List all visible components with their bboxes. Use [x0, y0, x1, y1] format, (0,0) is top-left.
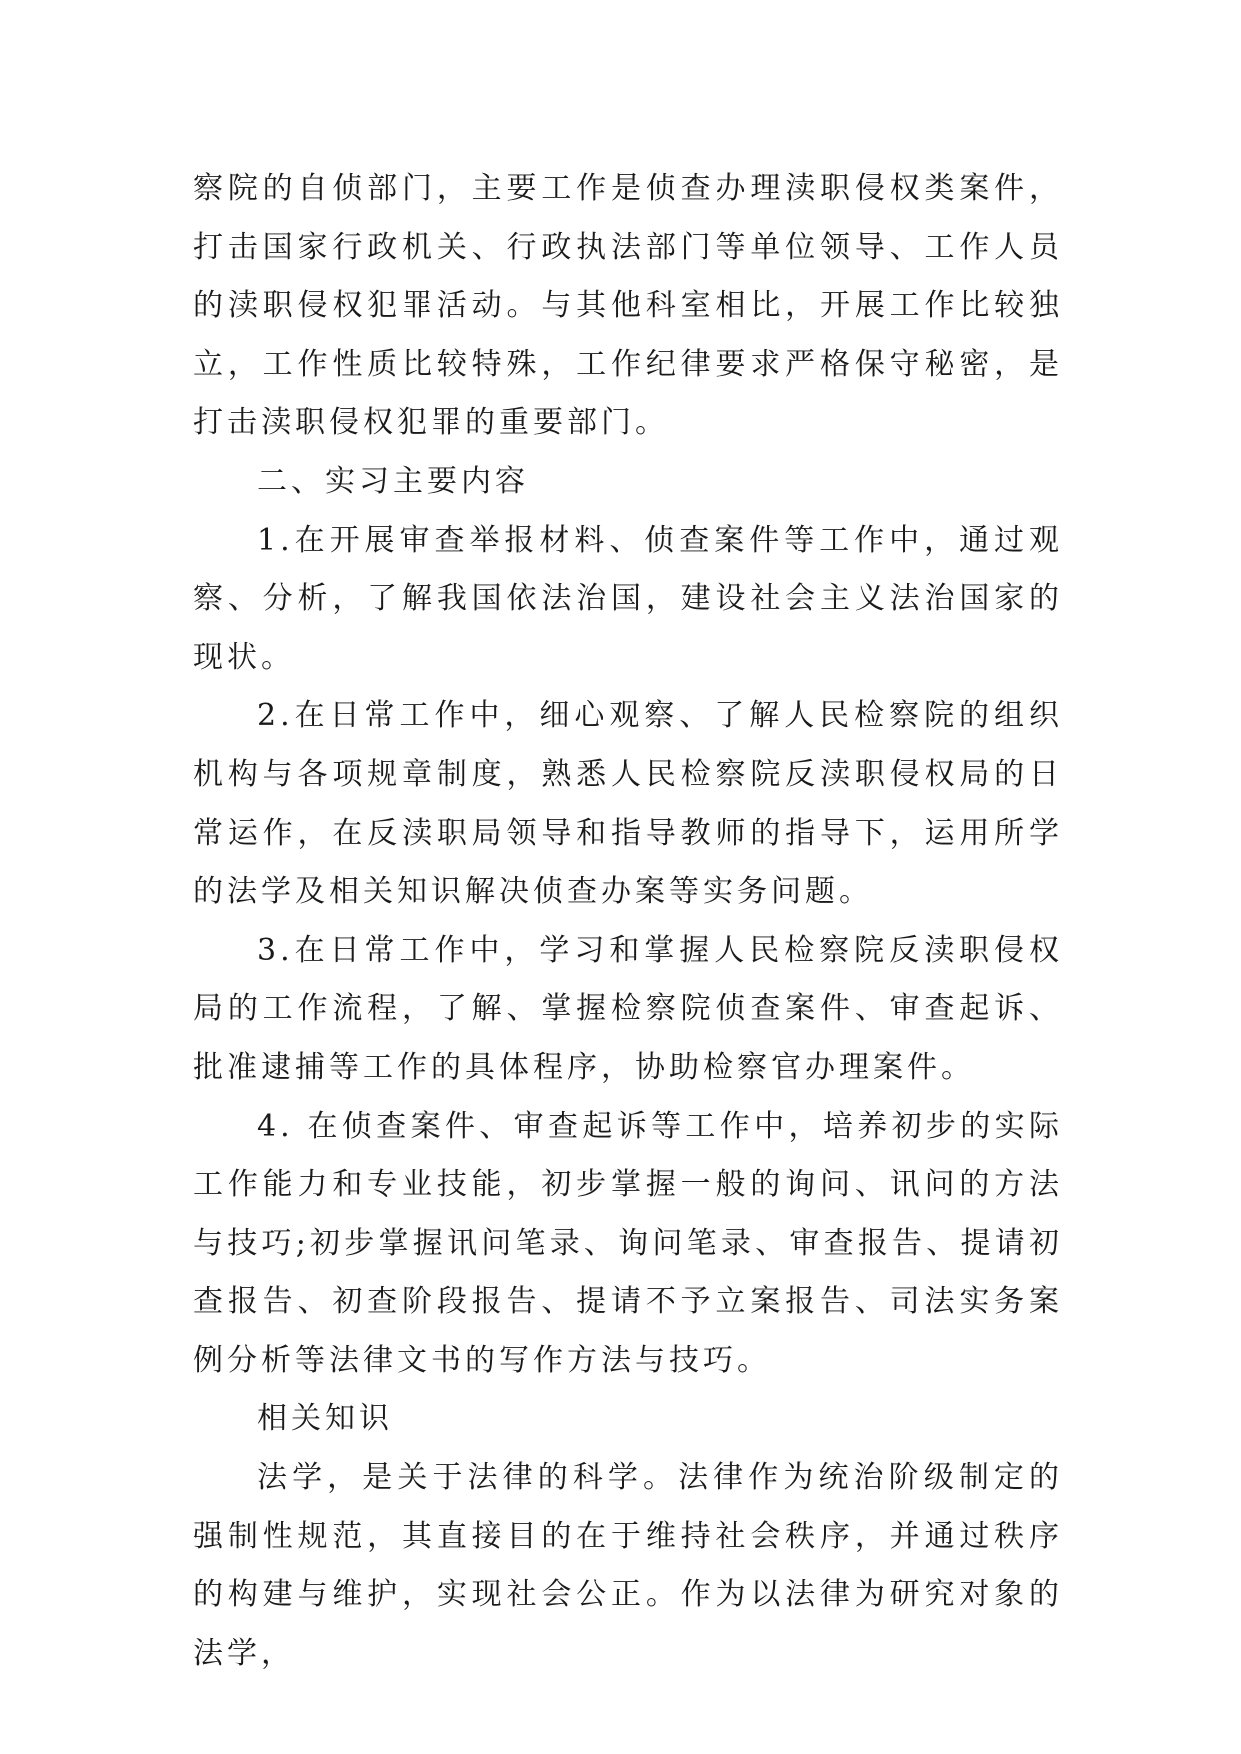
- list-item-2: 2.在日常工作中，细心观察、了解人民检察院的组织机构与各项规章制度，熟悉人民检察院反渎职侵权局的日常运作，在反渎职局领导和指导教师的指导下，运用所学的法学及相关知识解决侦查办案等实务问题。: [193, 698, 1063, 910]
- section-heading-related-knowledge: 相关知识: [257, 1401, 393, 1437]
- document-body: [193, 160, 1063, 1683]
- list-item-3: 3.在日常工作中，学习和掌握人民检察院反渎职侵权局的工作流程，了解、掌握检察院侦查案件、审查起诉、批准逮捕等工作的具体程序，协助检察官办理案件。: [193, 932, 1063, 1085]
- paragraph-law-definition: 法学，是关于法律的科学。法律作为统治阶级制定的强制性规范，其直接目的在于维持社会秩序，并通过秩序的构建与维护，实现社会公正。作为以法律为研究对象的法学，: [193, 1460, 1063, 1671]
- list-item-1: 1.在开展审查举报材料、侦查案件等工作中，通过观察、分析，了解我国依法治国，建设社会主义法治国家的现状。: [193, 522, 1063, 675]
- list-item-4: 4. 在侦查案件、审查起诉等工作中，培养初步的实际工作能力和专业技能，初步掌握一般的询问、讯问的方法与技巧;初步掌握讯问笔录、询问笔录、审查报告、提请初查报告、初查阶段报告、提请不予立案报告、司法实务案例分析等法律文书的写作方法与技巧。: [193, 1108, 1063, 1378]
- paragraph-intro-continued: 察院的自侦部门，主要工作是侦查办理渎职侵权类案件，打击国家行政机关、行政执法部门等单位领导、工作人员的渎职侵权犯罪活动。与其他科室相比，开展工作比较独立，工作性质比较特殊，工作纪律要求严格保守秘密，是打击渎职侵权犯罪的重要部门。: [193, 171, 1063, 441]
- section-heading-internship-content: 二、实习主要内容: [257, 463, 529, 499]
